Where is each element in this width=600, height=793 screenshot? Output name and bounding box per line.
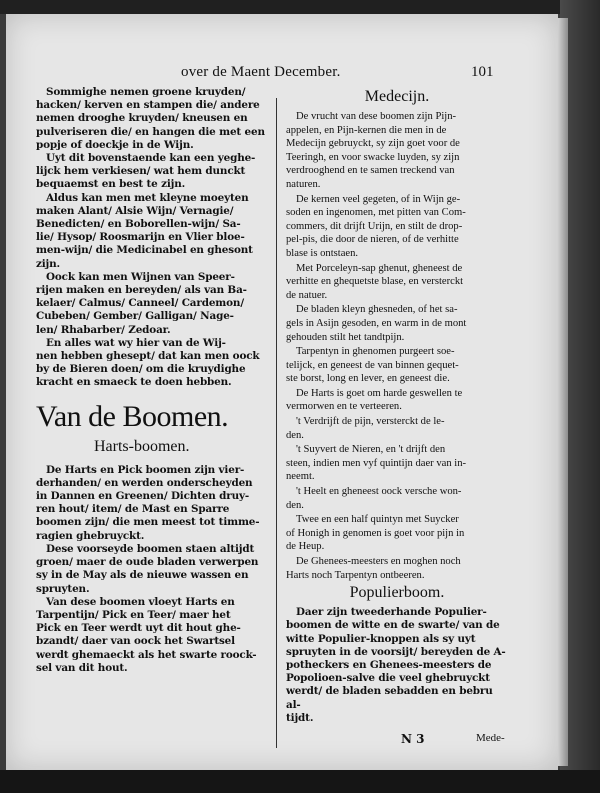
paragraph: De kernen veel gegeten, of in Wijn ge- soden en ingenomen, met pitten van Com- commers, dit drijft Urijn, en stilt de drop- pel-pis, die door de nieren, of de verhitte blase is ontstaen.	[286, 193, 466, 259]
paragraph: En alles wat wy hier van de Wij- nen hebben ghesept/ dat kan men oock by de Bieren doen/ om die kruydighe kracht en smaeck te doen hebben.	[36, 336, 260, 389]
paragraph: Met Porceleyn-sap ghenut, gheneest de verhitte en ghequetste blase, en versterckt de natuer.	[286, 262, 464, 301]
paragraph: Uyt dit bovenstaende kan een yeghe- lijck hem verkiesen/ wat hem dunckt bequaemst en best te zijn.	[36, 152, 256, 191]
paragraph: 't Suyvert de Nieren, en 't drijft den steen, indien men vyf quintijn daer van in- neemt.	[286, 444, 467, 483]
left-top-text	[36, 86, 274, 390]
catchword: Mede-	[476, 732, 505, 744]
paragraph: De vrucht van dese boomen zijn Pijn- appelen, en Pijn-kernen die men in de Medecijn gebruyckt, sy zijn goet voor de Teeringh, en voor swacke luyden, sy zijn verdrooghend en te samen treckend van naturen.	[286, 111, 460, 190]
section-title-medecijn: Medecijn.	[364, 88, 430, 105]
section-title-populierboom: Populierboom.	[349, 584, 445, 602]
right-bottom-text	[286, 606, 508, 725]
paragraph: 't Verdrijft de pijn, versterckt de le- den.	[286, 416, 445, 441]
column-divider	[276, 98, 277, 748]
page-edge-stack	[558, 18, 568, 766]
paragraph: Van dese boomen vloeyt Harts en Tarpentijn/ Pick en Teer/ maer het Pick en Teer werdt uyt dit hout ghe- bzandt/ daer van oock het Swartsel werdt ghemaeckt als het swarte roock- sel van dit hout.	[36, 595, 257, 674]
right-top-text	[286, 110, 508, 582]
section-title-boomen: Van de Boomen.	[36, 399, 229, 433]
paragraph: Sommighe nemen groene kruyden/ hacken/ kerven en stampen die/ andere nemen drooghe kruyden/ kneusen en pulveriseren die/ en hangen die met een popje of doeckje in de Wijn.	[36, 86, 265, 151]
paragraph: Aldus kan men met kleyne moeyten maken Alant/ Alsie Wijn/ Vernagie/ Benedicten/ en Boborellen-wijn/ Sa- lie/ Hysop/ Roosmarijn en Vlier bloe- men-wijn/ die Medicinabel en ghesont zijn.	[36, 191, 253, 270]
paragraph: De bladen kleyn ghesneden, of het sa- gels in Asijn gesoden, en warm in de mont gehouden stilt het tandtpijn.	[286, 304, 467, 343]
paragraph: Tarpentyn in ghenomen purgeert soe- telijck, en geneest de van binnen gequet- ste borst, long en lever, en geneest die.	[286, 346, 459, 385]
left-bottom-text	[36, 464, 274, 675]
left-column	[36, 86, 274, 675]
scan-background-bottom	[0, 770, 600, 793]
scan-background-top	[0, 0, 600, 14]
book-page	[6, 14, 558, 770]
paragraph: Daer zijn tweederhande Populier- boomen de witte en de swarte/ van de witte Populier-knoppen als sy uyt spruyten in de voorsijt/ bereyden de A- potheckers en Ghenees-meesters de Popolioen-salve die veel ghebruyckt werdt/ de bladen sebadden en bebru al- tijdt.	[286, 606, 506, 724]
page-number: 101	[471, 64, 494, 80]
signature-mark: N 3	[401, 732, 425, 746]
paragraph: De Ghenees-meesters en moghen noch Harts noch Tarpentyn ontbeeren.	[286, 556, 461, 581]
running-header: over de Maent December.	[181, 64, 341, 80]
paragraph: De Harts en Pick boomen zijn vier- derhanden/ en werden onderscheyden in Dannen en Greenen/ Dichten druy- ren hout/ item/ de Mast en Sparre boomen zijn/ die men meest tot timme- ragien ghebruyckt.	[36, 463, 260, 542]
right-column	[286, 86, 508, 725]
paragraph: Oock kan men Wijnen van Speer- rijen maken en bereyden/ als van Ba- kelaer/ Calmus/ Canneel/ Cardemon/ Cubeben/ Gember/ Galligan/ Nage- len/ Rhabarber/ Zedoar.	[36, 270, 247, 336]
paragraph: De Harts is goet om harde geswellen te vermorwen en te verteeren.	[286, 387, 463, 413]
paragraph: Dese voorseyde boomen staen altijdt groen/ maer de oude bladen verwerpen sy in de May als de nieuwe wassen en spruyten.	[36, 542, 259, 595]
subsection-title-harts-boomen: Harts-boomen.	[94, 437, 190, 455]
paragraph: 't Heelt en gheneest oock versche won- den.	[286, 486, 462, 511]
paragraph: Twee en een half quintyn met Suycker of Honigh in genomen is goet voor pijn in de Heup.	[286, 514, 465, 553]
